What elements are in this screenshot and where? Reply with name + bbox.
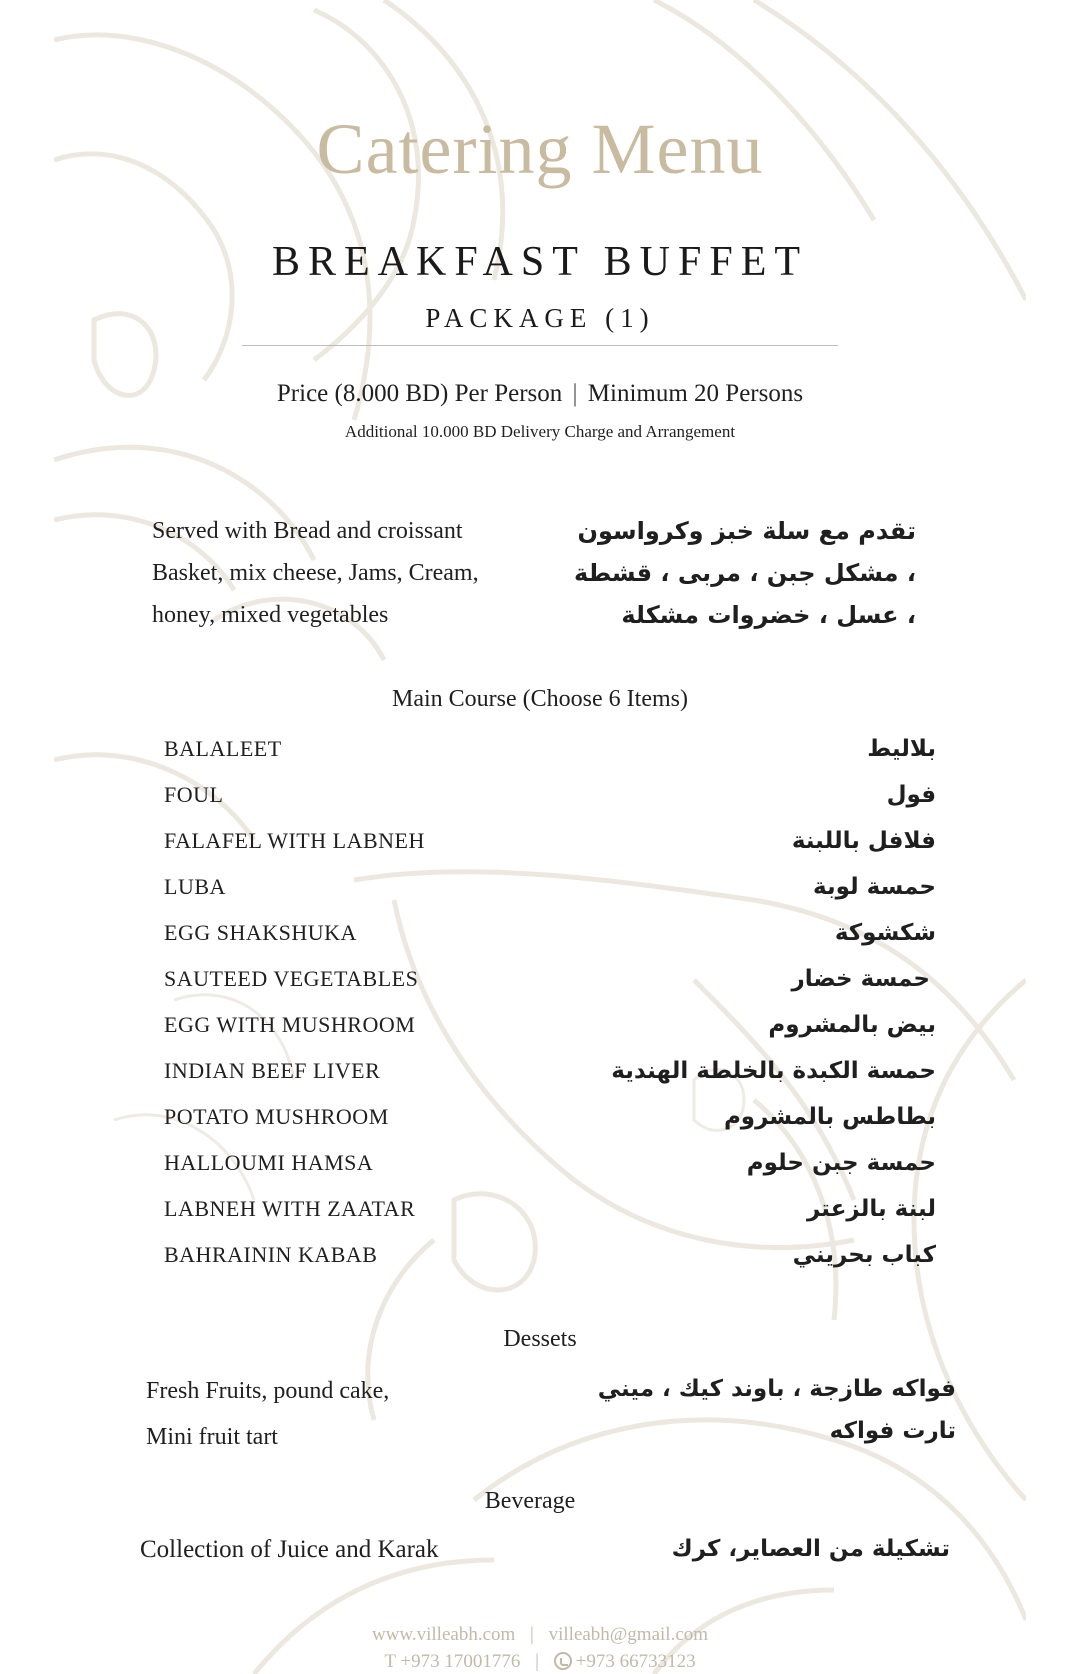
dessert-line: Mini fruit tart [146, 1424, 278, 1450]
page-title: Catering Menu [316, 109, 764, 189]
menu-item [164, 1104, 936, 1144]
menu-item-english: EGG WITH MUSHROOM [164, 1012, 416, 1037]
price-separator: | [572, 380, 578, 407]
footer-separator: | [530, 1624, 534, 1645]
footer-contact-line-2 [54, 1651, 1026, 1673]
email-link[interactable]: villeabh@gmail.com [548, 1624, 709, 1645]
menu-item-arabic: شكشوكة [834, 920, 936, 946]
price-per-person: Price (8.000 BD) Per Person [276, 380, 563, 407]
beverage-title: Beverage [484, 1488, 576, 1514]
divider [242, 345, 838, 346]
menu-item-arabic: بلاليط [867, 736, 936, 762]
menu-item-english: HALLOUMI HAMSA [164, 1150, 374, 1175]
menu-item-english: EGG SHAKSHUKA [164, 920, 357, 945]
menu-item-arabic: بطاطس بالمشروم [723, 1104, 936, 1130]
menu-item-english: FOUL [164, 782, 224, 807]
menu-item-english: SAUTEED VEGETABLES [164, 966, 419, 991]
delivery-note: Additional 10.000 BD Delivery Charge and Arrangement [344, 422, 736, 441]
menu-item-english: LUBA [164, 874, 226, 899]
footer-separator: | [535, 1651, 539, 1672]
menu-item-english: INDIAN BEEF LIVER [164, 1058, 381, 1083]
menu-item-arabic: حمسة خضار [791, 966, 930, 992]
served-line-ar: ، عسل ، خضروات مشكلة [621, 601, 916, 629]
menu-item [164, 874, 936, 914]
main-course-title: Main Course (Choose 6 Items) [392, 686, 688, 712]
desserts-title: Dessets [503, 1326, 577, 1352]
menu-item-arabic: كباب بحريني [792, 1242, 936, 1268]
menu-item [164, 1196, 936, 1236]
served-with-english [152, 510, 572, 636]
menu-item [164, 782, 936, 822]
beverage-arabic: تشكيلة من العصاير، كرك [671, 1536, 950, 1562]
beverage-english: Collection of Juice and Karak [140, 1536, 439, 1563]
menu-item-english: LABNEH WITH ZAATAR [164, 1196, 416, 1221]
menu-item [164, 1150, 936, 1190]
menu-item [164, 1058, 936, 1098]
served-with-arabic [536, 510, 916, 636]
desserts-english [146, 1368, 546, 1460]
served-line-ar: ، مشكل جبن ، مربى ، قشطة [574, 559, 916, 587]
package-subheading: PACKAGE (1) [425, 303, 655, 333]
served-line-ar: تقدم مع سلة خبز وكرواسون [577, 517, 916, 545]
served-line: Served with Bread and croissant [152, 518, 463, 544]
menu-item-arabic: بيض بالمشروم [768, 1012, 936, 1038]
menu-item [164, 736, 936, 776]
menu-item-english: BALALEET [164, 736, 282, 761]
menu-item-english: FALAFEL WITH LABNEH [164, 828, 425, 853]
menu-item [164, 1012, 936, 1052]
served-line: Basket, mix cheese, Jams, Cream, [152, 560, 479, 586]
menu-item [164, 966, 936, 1006]
menu-item-arabic: حمسة جبن حلوم [746, 1150, 936, 1176]
menu-item-arabic: حمسة لوبة [813, 874, 936, 900]
phone-number[interactable]: T +973 17001776 [384, 1651, 521, 1672]
menu-item-arabic: لبنة بالزعتر [807, 1196, 936, 1222]
menu-item-arabic: فول [886, 782, 936, 808]
whatsapp-number[interactable]: +973 66733123 [575, 1651, 696, 1672]
dessert-line-ar: تارت فواكه [829, 1418, 956, 1444]
dessert-line-ar: فواكه طازجة ، باوند كيك ، ميني [597, 1376, 956, 1402]
menu-item-arabic: فلافل باللبنة [791, 828, 936, 854]
menu-item [164, 920, 936, 960]
website-link[interactable]: www.villeabh.com [371, 1624, 516, 1645]
menu-page [54, 0, 1026, 1674]
menu-item-english: POTATO MUSHROOM [164, 1104, 389, 1129]
menu-item [164, 1242, 936, 1282]
whatsapp-icon [554, 1652, 572, 1670]
desserts-arabic [556, 1368, 956, 1452]
minimum-persons: Minimum 20 Persons [587, 380, 804, 407]
menu-item-arabic: حمسة الكبدة بالخلطة الهندية [611, 1058, 936, 1084]
footer-contact-line-1 [54, 1624, 1026, 1646]
menu-item [164, 828, 936, 868]
menu-heading: BREAKFAST BUFFET [271, 239, 809, 285]
price-line [54, 380, 1026, 408]
dessert-line: Fresh Fruits, pound cake, [146, 1378, 390, 1404]
menu-item-english: BAHRAININ KABAB [164, 1242, 378, 1267]
served-line: honey, mixed vegetables [152, 602, 389, 628]
